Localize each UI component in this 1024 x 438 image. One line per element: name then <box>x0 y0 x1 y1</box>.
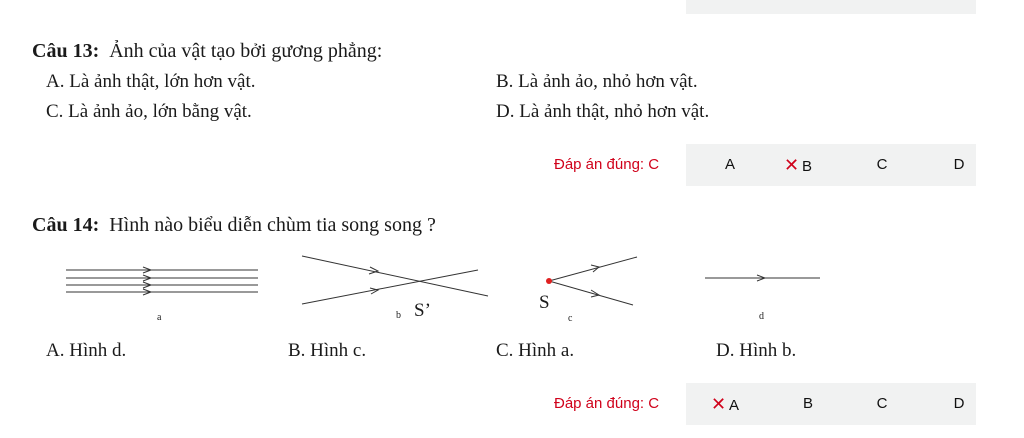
question-13-number: Câu 13: <box>32 40 100 62</box>
question-13-title <box>32 40 382 63</box>
figure-c-diverging-rays <box>549 257 637 305</box>
q13-answer-bar <box>0 144 1024 186</box>
s-prime-label: S’ <box>414 300 431 321</box>
figure-b-label: b <box>396 310 401 321</box>
figure-c-label: c <box>568 313 573 324</box>
q14-choice-a[interactable] <box>690 383 760 425</box>
ray-figures <box>0 250 1024 330</box>
q14-choice-c-label: C <box>876 395 888 412</box>
question-14-number: Câu 14: <box>32 214 100 236</box>
q13-choice-b[interactable] <box>768 144 828 186</box>
q13-choice-a[interactable] <box>686 144 774 186</box>
q13-option-d: D. Là ảnh thật, nhỏ hơn vật. <box>496 101 710 122</box>
q14-correct-answer: Đáp án đúng: C <box>554 395 660 412</box>
q14-choice-d[interactable] <box>924 383 994 425</box>
source-point-icon <box>546 278 552 284</box>
figure-a-label: a <box>157 312 162 323</box>
q13-option-c: C. Là ảnh ảo, lớn bằng vật. <box>46 101 252 122</box>
q14-choice-d-label: D <box>953 395 965 412</box>
q14-choice-b[interactable] <box>770 383 846 425</box>
figure-d-single-ray <box>705 275 820 281</box>
q14-option-d: D. Hình b. <box>716 340 797 361</box>
q14-choice-group <box>686 383 976 425</box>
wrong-x-icon: ✕ <box>783 155 800 175</box>
figure-a-parallel-rays <box>66 267 258 295</box>
q13-option-a: A. Là ảnh thật, lớn hơn vật. <box>46 71 256 92</box>
q13-correct-answer: Đáp án đúng: C <box>554 156 660 173</box>
figure-b-crossing-rays <box>302 256 488 304</box>
q14-option-c: C. Hình a. <box>496 340 575 361</box>
q13-choice-d[interactable] <box>924 144 994 186</box>
question-14-title <box>32 214 436 237</box>
s-label: S <box>539 292 550 313</box>
q14-answer-bar <box>0 383 1024 425</box>
q14-option-b: B. Hình c. <box>288 340 367 361</box>
q13-option-b: B. Là ảnh ảo, nhỏ hơn vật. <box>496 71 698 92</box>
q13-choice-d-label: D <box>953 156 965 173</box>
q14-choice-c[interactable] <box>842 383 922 425</box>
q13-choice-a-label: A <box>724 156 735 173</box>
q14-option-a: A. Hình d. <box>46 340 127 361</box>
q14-choice-b-label: B <box>802 395 813 412</box>
q13-choice-c-label: C <box>876 156 888 173</box>
wrong-x-icon: ✕ <box>710 394 727 414</box>
q13-choice-b-label: B <box>802 158 813 175</box>
question-14-text: Hình nào biểu diễn chùm tia song song ? <box>109 214 436 236</box>
q14-choice-a-label: A <box>729 397 740 414</box>
figure-d-label: d <box>759 311 764 322</box>
q13-choice-c[interactable] <box>842 144 922 186</box>
q13-choice-group <box>686 144 976 186</box>
question-13-text: Ảnh của vật tạo bởi gương phẳng: <box>109 40 383 62</box>
previous-answer-bar <box>686 0 976 14</box>
